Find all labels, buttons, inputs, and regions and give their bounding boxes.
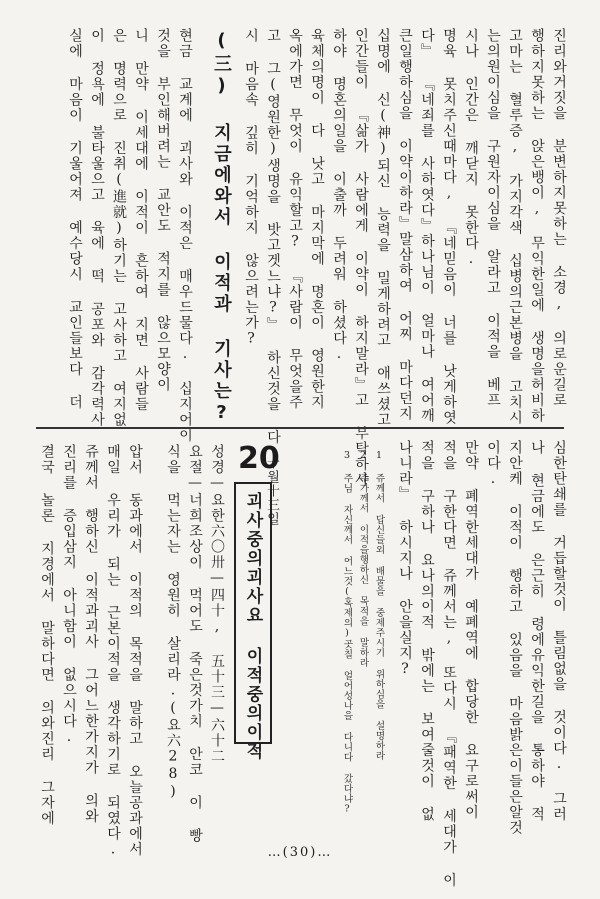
text-column: 십명에 신(神)되신 능력을 밀게하려고 애쓰셨고 [375, 28, 391, 428]
text-column: 진리와거짓을 분변하지못하는 소경, 의로운길로 [551, 28, 567, 408]
lesson-title: 괴사중의괴사요 이적중의이적 [242, 492, 263, 761]
text-column: 매일 우리가 되는 근본이적을 생각하기로 되였다. [105, 444, 121, 859]
text-column: 압서 동과에서 이적의 목적을 말하고 오늘공과에서 [127, 444, 143, 857]
text-column: 실에 마음이 기울어져 예수당시 교인들보다 더 [67, 28, 83, 410]
text-column: 결국 놀론 지경에서 말하다면 의와진리 그자에 [39, 444, 55, 826]
text-column: 고마는 혈루증, 가지각색 십병의근본병을 고치시 [507, 28, 523, 426]
page-number: …(30)… [267, 845, 333, 860]
text-column: 명육 못치주신때마다, 『네믿음이 너를 낫게하엿 [441, 28, 457, 426]
study-question: 1 쥬께서 답신들외 배물을 중제주시기 위하심을 설명하라 [373, 450, 385, 761]
text-column: 만약 폐역한세대가 예폐역에 합당한 요구로써이 [463, 440, 479, 820]
key-verse: 식을 먹는자는 영원히 살리라.(요六28) [165, 444, 181, 801]
section-heading: (三) 지금에와서 이적과 기사는? [211, 30, 232, 426]
text-column: 는의원이심을 구원자이심을 알라고 이적을 베프 [485, 28, 501, 408]
text-column: 은 명력으로 진취(進就)하기는 고사하고 여지없 [111, 28, 127, 428]
text-column: 시 마음속 깊히 기억하지 않으려는가? [243, 28, 259, 348]
text-column: 육체의명이 다 낫고 마지막에 명혼이 영원한지 [309, 28, 325, 410]
text-column: 옥에가면 무엇이 유익할고? 『사람이 무엇을주 [287, 28, 303, 410]
text-column: 이 정욕에 불타울으고 육에 떡 공포와 감각력사 [89, 28, 105, 428]
key-verse: 요절—너희조상이 먹어도 죽은것가치 안코 이 빵 [187, 444, 203, 844]
lesson-number: 20 [238, 441, 280, 476]
text-column: 적을 구하나 요나의이적 밖에는 보여줄것이 없 [419, 440, 435, 822]
text-column: 인간들이 『삶가 사람에게 이약이 하지말라』고 부탁하샤 [353, 28, 369, 488]
study-question: 3 주님 자신께서 어느것(혹제의)곳칠 얼어성나을 다니다 갔다냐? [341, 450, 353, 815]
text-column: 것을 부인해버려는 교안도 적지를 않으모양이 [155, 28, 171, 393]
text-column: 이다. [485, 440, 501, 489]
study-question: 2 주가께서 이적을행하신 목적을 말하라 [357, 450, 369, 668]
text-column: 시나 인간은 깨닫지 못한다. [463, 28, 479, 269]
text-column: 적을 구한다면 쥬께서는, 또다시 『패역한 세대가 이 [441, 440, 457, 888]
text-column: 쥬께서 행하신 이적과괴사 그어느한가지가 의와 [83, 444, 99, 824]
section-divider [36, 427, 564, 429]
lesson-date: 十월十三일 [264, 456, 279, 526]
text-column: 진리를 증입삼지 아니함이 없으시다. [61, 444, 77, 747]
text-column: 나니라』 하시지나 안을실지? [397, 440, 413, 679]
text-column: 큰일행하심을 이약이하라』말삼하여 어찌 마다던지 [397, 28, 413, 422]
text-column: 고 그(영원한)생명을 밧고겟느냐?』 하신것을 다 [265, 28, 281, 445]
text-column: 니 만약 이세대에 이적이 흔하여 지면 사람들 [133, 28, 149, 412]
text-column: 하야 명혼의일을 이출까 두려워 하셨다. [331, 28, 347, 364]
scripture-reference: 성경—요한六〇卅—四十, 五十三—六十二 [209, 444, 225, 764]
text-column: 현금 교계에 괴사와 이적은 매우드물다. 십지어이 [177, 28, 193, 443]
text-column: 지안케 이적이 행하고 있음을 마음밝은이들은알것 [507, 440, 523, 836]
text-column: 다』 『네죄를 사하엿다』하나님이 얼마나 여어깨 [419, 28, 435, 424]
text-column: 나 현금에도 은근히 령에유익한길을 통하야 적 [529, 440, 545, 822]
text-column: 심한탄쇄를 거듭할것이 틀림없을 것이다. 그러 [551, 440, 567, 822]
text-column: 행하지못하는 앉은뱅이, 무익한일에 생명을허비하 [529, 28, 545, 424]
